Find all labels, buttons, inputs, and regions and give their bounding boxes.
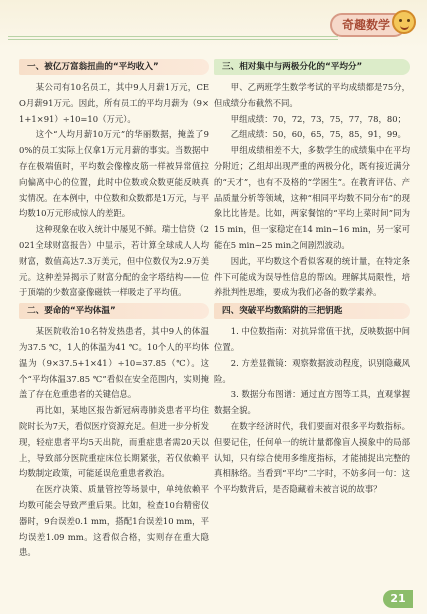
smiley-icon <box>392 10 416 34</box>
key-item: 3. 数据分布图谱：通过直方图等工具，直观掌握数据全貌。 <box>214 389 410 416</box>
section-title-1: 一、被亿万富翁扭曲的“平均收入” <box>19 59 209 75</box>
paragraph: 再比如，某地区报告新冠病毒肺炎患者平均住院时长为7天，看似医疗资源充足。但进一步分析发现，轻症患者平均5天出院，而重症患者需20天以上，导致部分医院重症床位长期紧张，若仅依赖平均数制定政策，可能延误危重患者救治。 <box>19 405 209 479</box>
paragraph: 这种现象在收入统计中屡见不鲜。瑞士信贷（2021全球财富报告）中显示，若计算全球成人人均财富，数值高达7.3万美元，但中位数仅为2.9万美元。这种差异揭示了财富分配的金字塔结构——位于顶端的少数富豪像磁铁一样吸走了平均值。 <box>19 224 209 298</box>
score-list: 甲组成绩：70，72，73，75，77，78，80； <box>230 113 406 124</box>
section-title-2: 二、要命的“平均体温” <box>19 303 209 319</box>
column-badge: 奇趣数学 <box>330 13 406 37</box>
score-list: 乙组成绩：50，60，65，75，85，91，99。 <box>230 129 406 140</box>
paragraph: 在数字经济时代，我们要面对很多平均数指标。但要记住，任何单一的统计量都像盲人摸象中的局部认知，只有综合使用多维度指标，才能捕捉出完整的真相脉络。当看到“平均”二字时，不妨多问一句：这个平均数背后，是否隐藏着未被言说的故事？ <box>214 420 410 495</box>
paragraph: 这个“人均月薪10万元”的华丽数据，掩盖了90%的员工实际上仅拿1万元月薪的事实。当数据中存在极端值时，平均数会像橡皮筋一样被异常值拉向偏离中心的位置，此时中位数或众数更能反映真实情况。在本例中，中位数和众数都是1万元，与平均数10万元形成惊人的差距。 <box>19 129 209 219</box>
section-title-3: 三、相对集中与两极分化的“平均分” <box>214 59 410 75</box>
key-item: 2. 方差显微镜：观察数据波动程度，识别隐藏风险。 <box>214 357 410 384</box>
header-rule <box>8 36 338 40</box>
paragraph: 甲、乙两班学生数学考试的平均成绩都是75分，但成绩分布截然不同。 <box>214 82 410 108</box>
page-number: 21 <box>383 590 413 608</box>
paragraph: 因此，平均数这个看似客观的统计量，在特定条件下可能成为误导性信息的帮凶。理解其局限性，培养批判性思维，要成为我们必备的数学素养。 <box>214 255 410 298</box>
key-item: 1. 中位数指南：对抗异常值干扰，反映数据中间位置。 <box>214 326 410 352</box>
section-title-4: 四、突破平均数陷阱的三把钥匙 <box>214 303 410 319</box>
right-column <box>214 57 410 498</box>
paragraph: 某医院收治10名特发热患者，其中9人的体温为37.5 ℃，1人的体温为41 ℃。10个人的平均体温为（9×37.5+1×41）÷10=37.85（℃）。这个“平均体温37.85 ℃”看似在安全范围内，实则掩盖了存在危重患者的关键信息。 <box>19 326 209 400</box>
paragraph: 甲组成绩相差不大，多数学生的成绩集中在平均分附近；乙组却出现严重的两极分化，既有接近满分的“天才”，也有不及格的“学困生”。在教育评估、产品质量分析等领域，这种“相同平均数不同分布”的现象比比皆是。比如，两家餐馆的“平均上菜时间”同为15 min，但一家稳定在14 min~16 min，另一家可能在5 min~25 min之间剧烈波动。 <box>214 145 410 250</box>
paragraph: 某公司有10名员工，其中9人月薪1万元，CEO月薪91万元。因此，所有员工的平均月薪为（9×1+1×91）÷10=10（万元）。 <box>19 82 209 124</box>
paragraph: 在医疗决策、质量管控等场景中，单纯依赖平均数可能会导致严重后果。比如，检查10台精密仪器时，9台误差0.1 mm，搭配1台误差10 mm，平均误差1.09 mm。这看似合格，实则存在重大隐患。 <box>19 484 209 558</box>
left-column <box>19 57 209 561</box>
